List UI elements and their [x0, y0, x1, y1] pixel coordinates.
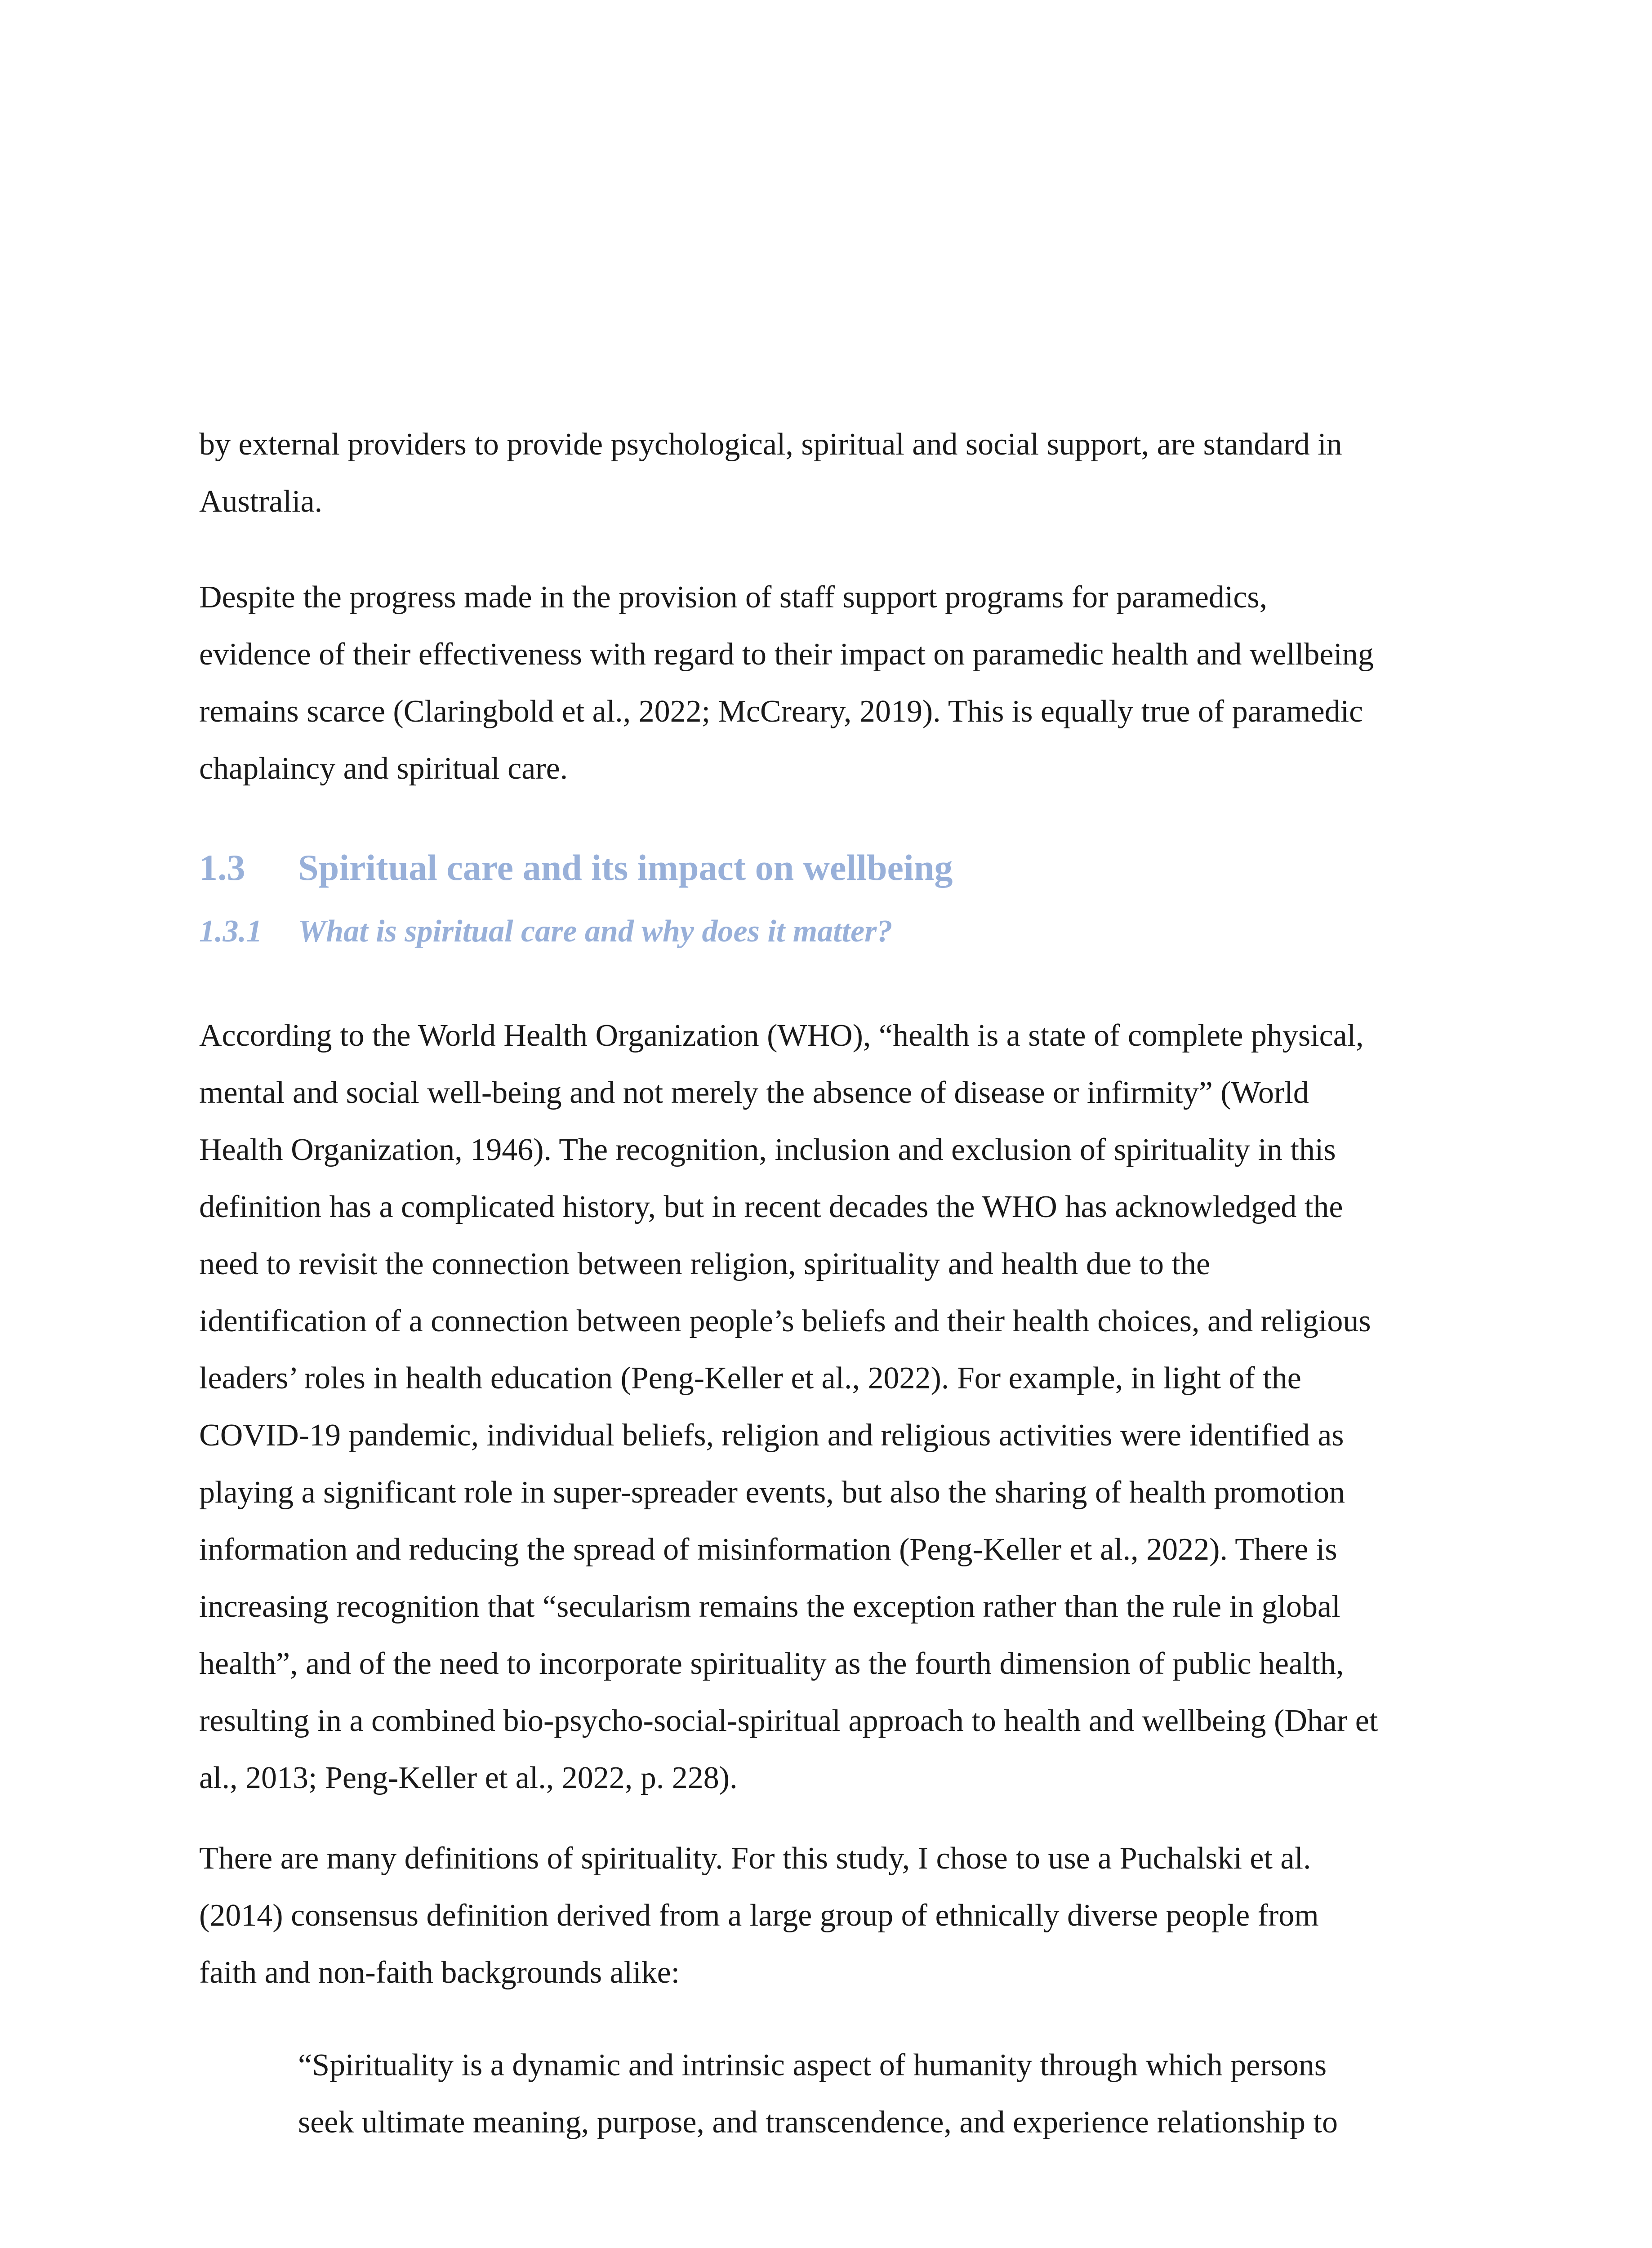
quote-line: seek ultimate meaning, purpose, and transcendence, and experience relationship to [298, 2105, 1338, 2140]
text-line: by external providers to provide psychological, spiritual and social support, are standard in [199, 427, 1342, 462]
text-line: Health Organization, 1946). The recognition, inclusion and exclusion of spirituality in this [199, 1133, 1336, 1167]
paragraph-who-definition [199, 1007, 1458, 1806]
text-line: According to the World Health Organization (WHO), “health is a state of complete physical, [199, 1018, 1364, 1053]
paragraph-staff-support [199, 569, 1458, 797]
section-number: 1.3 [199, 847, 245, 888]
text-line: health”, and of the need to incorporate spirituality as the fourth dimension of public health, [199, 1646, 1344, 1681]
text-line: playing a significant role in super-spreader events, but also the sharing of health promotion [199, 1475, 1345, 1510]
text-line: Australia. [199, 484, 323, 519]
subsection-title: What is spiritual care and why does it matter? [298, 914, 893, 949]
text-line: There are many definitions of spirituality. For this study, I chose to use a Puchalski et al. [199, 1841, 1311, 1876]
text-line: remains scarce (Claringbold et al., 2022; McCreary, 2019). This is equally true of paramedic [199, 694, 1363, 729]
subsection-heading [199, 911, 892, 952]
text-line: resulting in a combined bio-psycho-social-spiritual approach to health and wellbeing (Dhar et [199, 1704, 1378, 1738]
section-title: Spiritual care and its impact on wellbeing [298, 847, 953, 888]
block-quote [298, 2037, 1467, 2151]
text-line: evidence of their effectiveness with regard to their impact on paramedic health and wellbeing [199, 637, 1374, 672]
paragraph-spirituality-definitions [199, 1830, 1458, 2001]
text-line: increasing recognition that “secularism remains the exception rather than the rule in global [199, 1589, 1340, 1624]
text-line: information and reducing the spread of misinformation (Peng-Keller et al., 2022). There is [199, 1532, 1337, 1567]
text-line: leaders’ roles in health education (Peng-Keller et al., 2022). For example, in light of the [199, 1361, 1301, 1396]
section-heading [199, 845, 953, 890]
text-line: mental and social well-being and not merely the absence of disease or infirmity” (World [199, 1075, 1309, 1110]
text-line: (2014) consensus definition derived from a large group of ethnically diverse people from [199, 1898, 1319, 1933]
text-line: need to revisit the connection between religion, spirituality and health due to the [199, 1247, 1211, 1281]
text-line: definition has a complicated history, but in recent decades the WHO has acknowledged the [199, 1190, 1343, 1224]
text-line: identification of a connection between people’s beliefs and their health choices, and religious [199, 1304, 1371, 1338]
text-line: COVID-19 pandemic, individual beliefs, religion and religious activities were identified as [199, 1418, 1344, 1453]
text-line: al., 2013; Peng-Keller et al., 2022, p. 228). [199, 1761, 738, 1795]
text-line: faith and non-faith backgrounds alike: [199, 1955, 680, 1990]
paragraph-continuation [199, 416, 1458, 530]
text-line: Despite the progress made in the provision of staff support programs for paramedics, [199, 580, 1268, 615]
text-line: chaplaincy and spiritual care. [199, 751, 568, 786]
quote-line: “Spirituality is a dynamic and intrinsic aspect of humanity through which persons [298, 2048, 1327, 2083]
subsection-number: 1.3.1 [199, 914, 262, 949]
